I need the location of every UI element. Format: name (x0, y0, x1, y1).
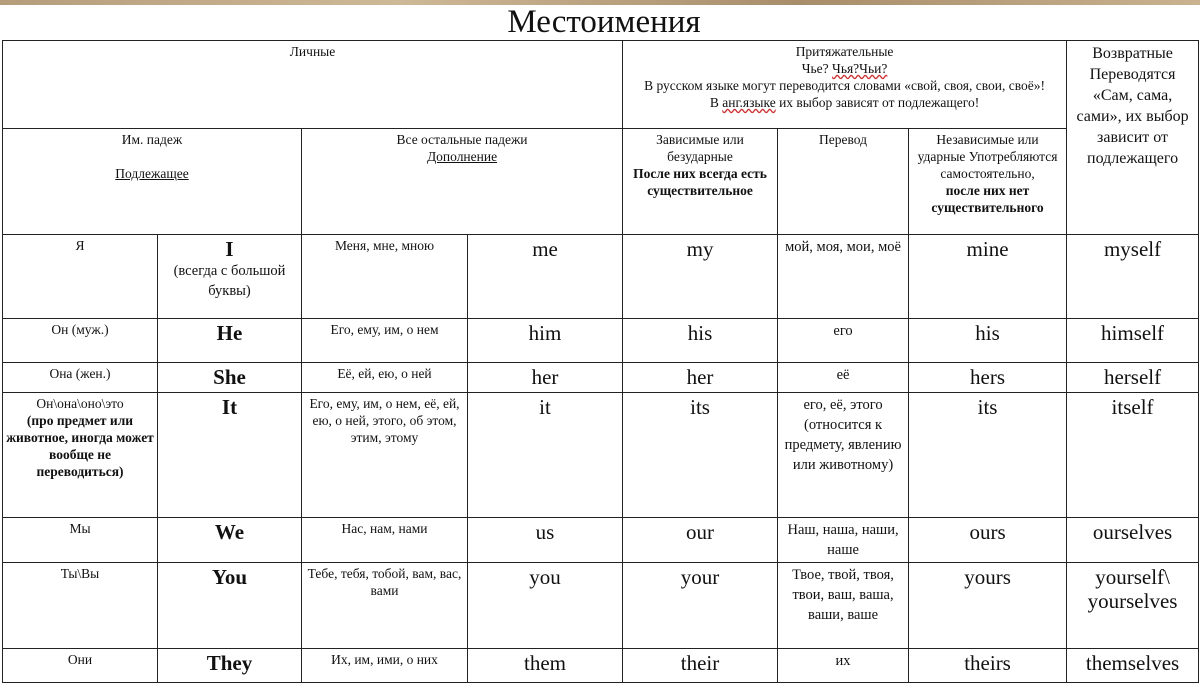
english-pronoun-cell (158, 235, 302, 319)
reflexive-pronoun-cell: himself (1067, 319, 1199, 363)
russian-pronoun-note: (про предмет или животное, иногда может вообще не переводиться) (6, 413, 154, 479)
header-possessive (623, 41, 1067, 129)
header-independent (909, 129, 1067, 235)
table-row (3, 235, 1199, 319)
table-row (3, 363, 1199, 393)
russian-pronoun: Он (муж.) (51, 322, 109, 337)
possessive-pronoun-cell: their (623, 649, 778, 683)
table-row (3, 393, 1199, 518)
pronouns-table (2, 40, 1199, 683)
english-pronoun: I (225, 237, 234, 261)
nominative-label: Им. падеж (121, 132, 183, 147)
russian-pronoun-cell (3, 393, 158, 518)
russian-pronoun: Я (75, 238, 85, 253)
reflexive-pronoun-cell: itself (1067, 393, 1199, 518)
object-russian-cell: Его, ему, им, о нем (302, 319, 468, 363)
object-pronoun-cell: them (468, 649, 623, 683)
russian-pronoun-cell (3, 235, 158, 319)
object-russian-cell: Его, ему, им, о нем, её, ей, ею, о ней, этого, об этом, этим, этому (302, 393, 468, 518)
translation-cell: его, её, этого (относится к предмету, явлению или животному) (778, 393, 909, 518)
english-pronoun-cell (158, 649, 302, 683)
russian-pronoun: Она (жен.) (49, 366, 111, 381)
table-row (3, 319, 1199, 363)
independent-pronoun-cell: ours (909, 518, 1067, 563)
dependent-note: После них всегда есть существительное (633, 166, 767, 198)
translation-cell: их (778, 649, 909, 683)
translation-cell: мой, моя, мои, моё (778, 235, 909, 319)
table-row (3, 518, 1199, 563)
independent-pronoun-cell: hers (909, 363, 1067, 393)
english-pronoun: It (221, 395, 238, 419)
russian-pronoun-cell (3, 649, 158, 683)
english-pronoun-note: (всегда с большой буквы) (173, 263, 286, 299)
object-russian-cell: Её, ей, ею, о ней (302, 363, 468, 393)
independent-pronoun-cell: yours (909, 563, 1067, 649)
possessive-q1: Чье? (801, 61, 829, 76)
table-row (3, 563, 1199, 649)
reflexive-pronoun-cell: ourselves (1067, 518, 1199, 563)
possessive-note1: В русском языке могут переводится словами «свой, своя, свои, своё»! (644, 78, 1045, 93)
russian-pronoun: Они (67, 652, 93, 667)
russian-pronoun: Он\она\оно\это (36, 396, 124, 411)
object-pronoun-cell: you (468, 563, 623, 649)
object-pronoun-cell: him (468, 319, 623, 363)
english-pronoun: She (213, 365, 246, 389)
russian-pronoun: Ты\Вы (60, 566, 100, 581)
object-label: Дополнение (426, 149, 498, 164)
page-title: Местоимения (507, 4, 701, 40)
object-russian-cell: Нас, нам, нами (302, 518, 468, 563)
possessive-pronoun-cell: your (623, 563, 778, 649)
object-pronoun-cell: us (468, 518, 623, 563)
possessive-note2-a: В (709, 95, 719, 110)
header-personal: Личные (3, 41, 623, 129)
english-pronoun: They (206, 651, 253, 675)
independent-note: после них нет существительного (931, 183, 1044, 215)
object-pronoun-cell: me (468, 235, 623, 319)
possessive-pronoun-cell: his (623, 319, 778, 363)
subject-label: Подлежащее (115, 166, 189, 181)
russian-pronoun: Мы (69, 521, 91, 536)
object-russian-cell: Меня, мне, мною (302, 235, 468, 319)
object-russian-cell: Тебе, тебя, тобой, вам, вас, вами (302, 563, 468, 649)
translation-cell: Твое, твой, твоя, твои, ваш, ваша, ваши, ваше (778, 563, 909, 649)
english-pronoun-cell (158, 363, 302, 393)
header-translation: Перевод (778, 129, 909, 235)
object-pronoun-cell: it (468, 393, 623, 518)
possessive-note2-c: их выбор зависят от подлежащего! (779, 95, 980, 110)
english-pronoun-cell (158, 319, 302, 363)
english-pronoun: You (211, 565, 248, 589)
reflexive-pronoun-cell: themselves (1067, 649, 1199, 683)
possessive-pronoun-cell: our (623, 518, 778, 563)
header-other-cases (302, 129, 623, 235)
russian-pronoun-cell (3, 363, 158, 393)
independent-pronoun-cell: theirs (909, 649, 1067, 683)
table-row (3, 649, 1199, 683)
independent-label: Независимые или ударные Употребляются самостоятельно, (917, 132, 1058, 181)
english-pronoun: We (214, 520, 245, 544)
object-pronoun-cell: her (468, 363, 623, 393)
possessive-note2-b: анг.языке (722, 95, 776, 110)
independent-pronoun-cell: its (909, 393, 1067, 518)
possessive-title: Притяжательные (795, 44, 894, 59)
independent-pronoun-cell: mine (909, 235, 1067, 319)
russian-pronoun-cell (3, 563, 158, 649)
dependent-label: Зависимые или безударные (656, 132, 744, 164)
russian-pronoun-cell (3, 518, 158, 563)
reflexive-pronoun-cell: myself (1067, 235, 1199, 319)
translation-cell: его (778, 319, 909, 363)
independent-pronoun-cell: his (909, 319, 1067, 363)
reflexive-pronoun-cell: yourself\ yourselves (1067, 563, 1199, 649)
possessive-pronoun-cell: her (623, 363, 778, 393)
possessive-pronoun-cell: my (623, 235, 778, 319)
header-reflexive: Возвратные Переводятся «Сам, сама, сами», их выбор зависит от подлежащего (1067, 41, 1199, 235)
possessive-pronoun-cell: its (623, 393, 778, 518)
other-cases-label: Все остальные падежи (396, 132, 528, 147)
english-pronoun-cell (158, 563, 302, 649)
reflexive-pronoun-cell: herself (1067, 363, 1199, 393)
english-pronoun-cell (158, 518, 302, 563)
object-russian-cell: Их, им, ими, о них (302, 649, 468, 683)
english-pronoun: He (216, 321, 243, 345)
translation-cell: Наш, наша, наши, наше (778, 518, 909, 563)
english-pronoun-cell (158, 393, 302, 518)
translation-cell: её (778, 363, 909, 393)
russian-pronoun-cell (3, 319, 158, 363)
possessive-q2: Чья?Чьи? (832, 61, 888, 76)
header-dependent (623, 129, 778, 235)
header-nominative (3, 129, 302, 235)
